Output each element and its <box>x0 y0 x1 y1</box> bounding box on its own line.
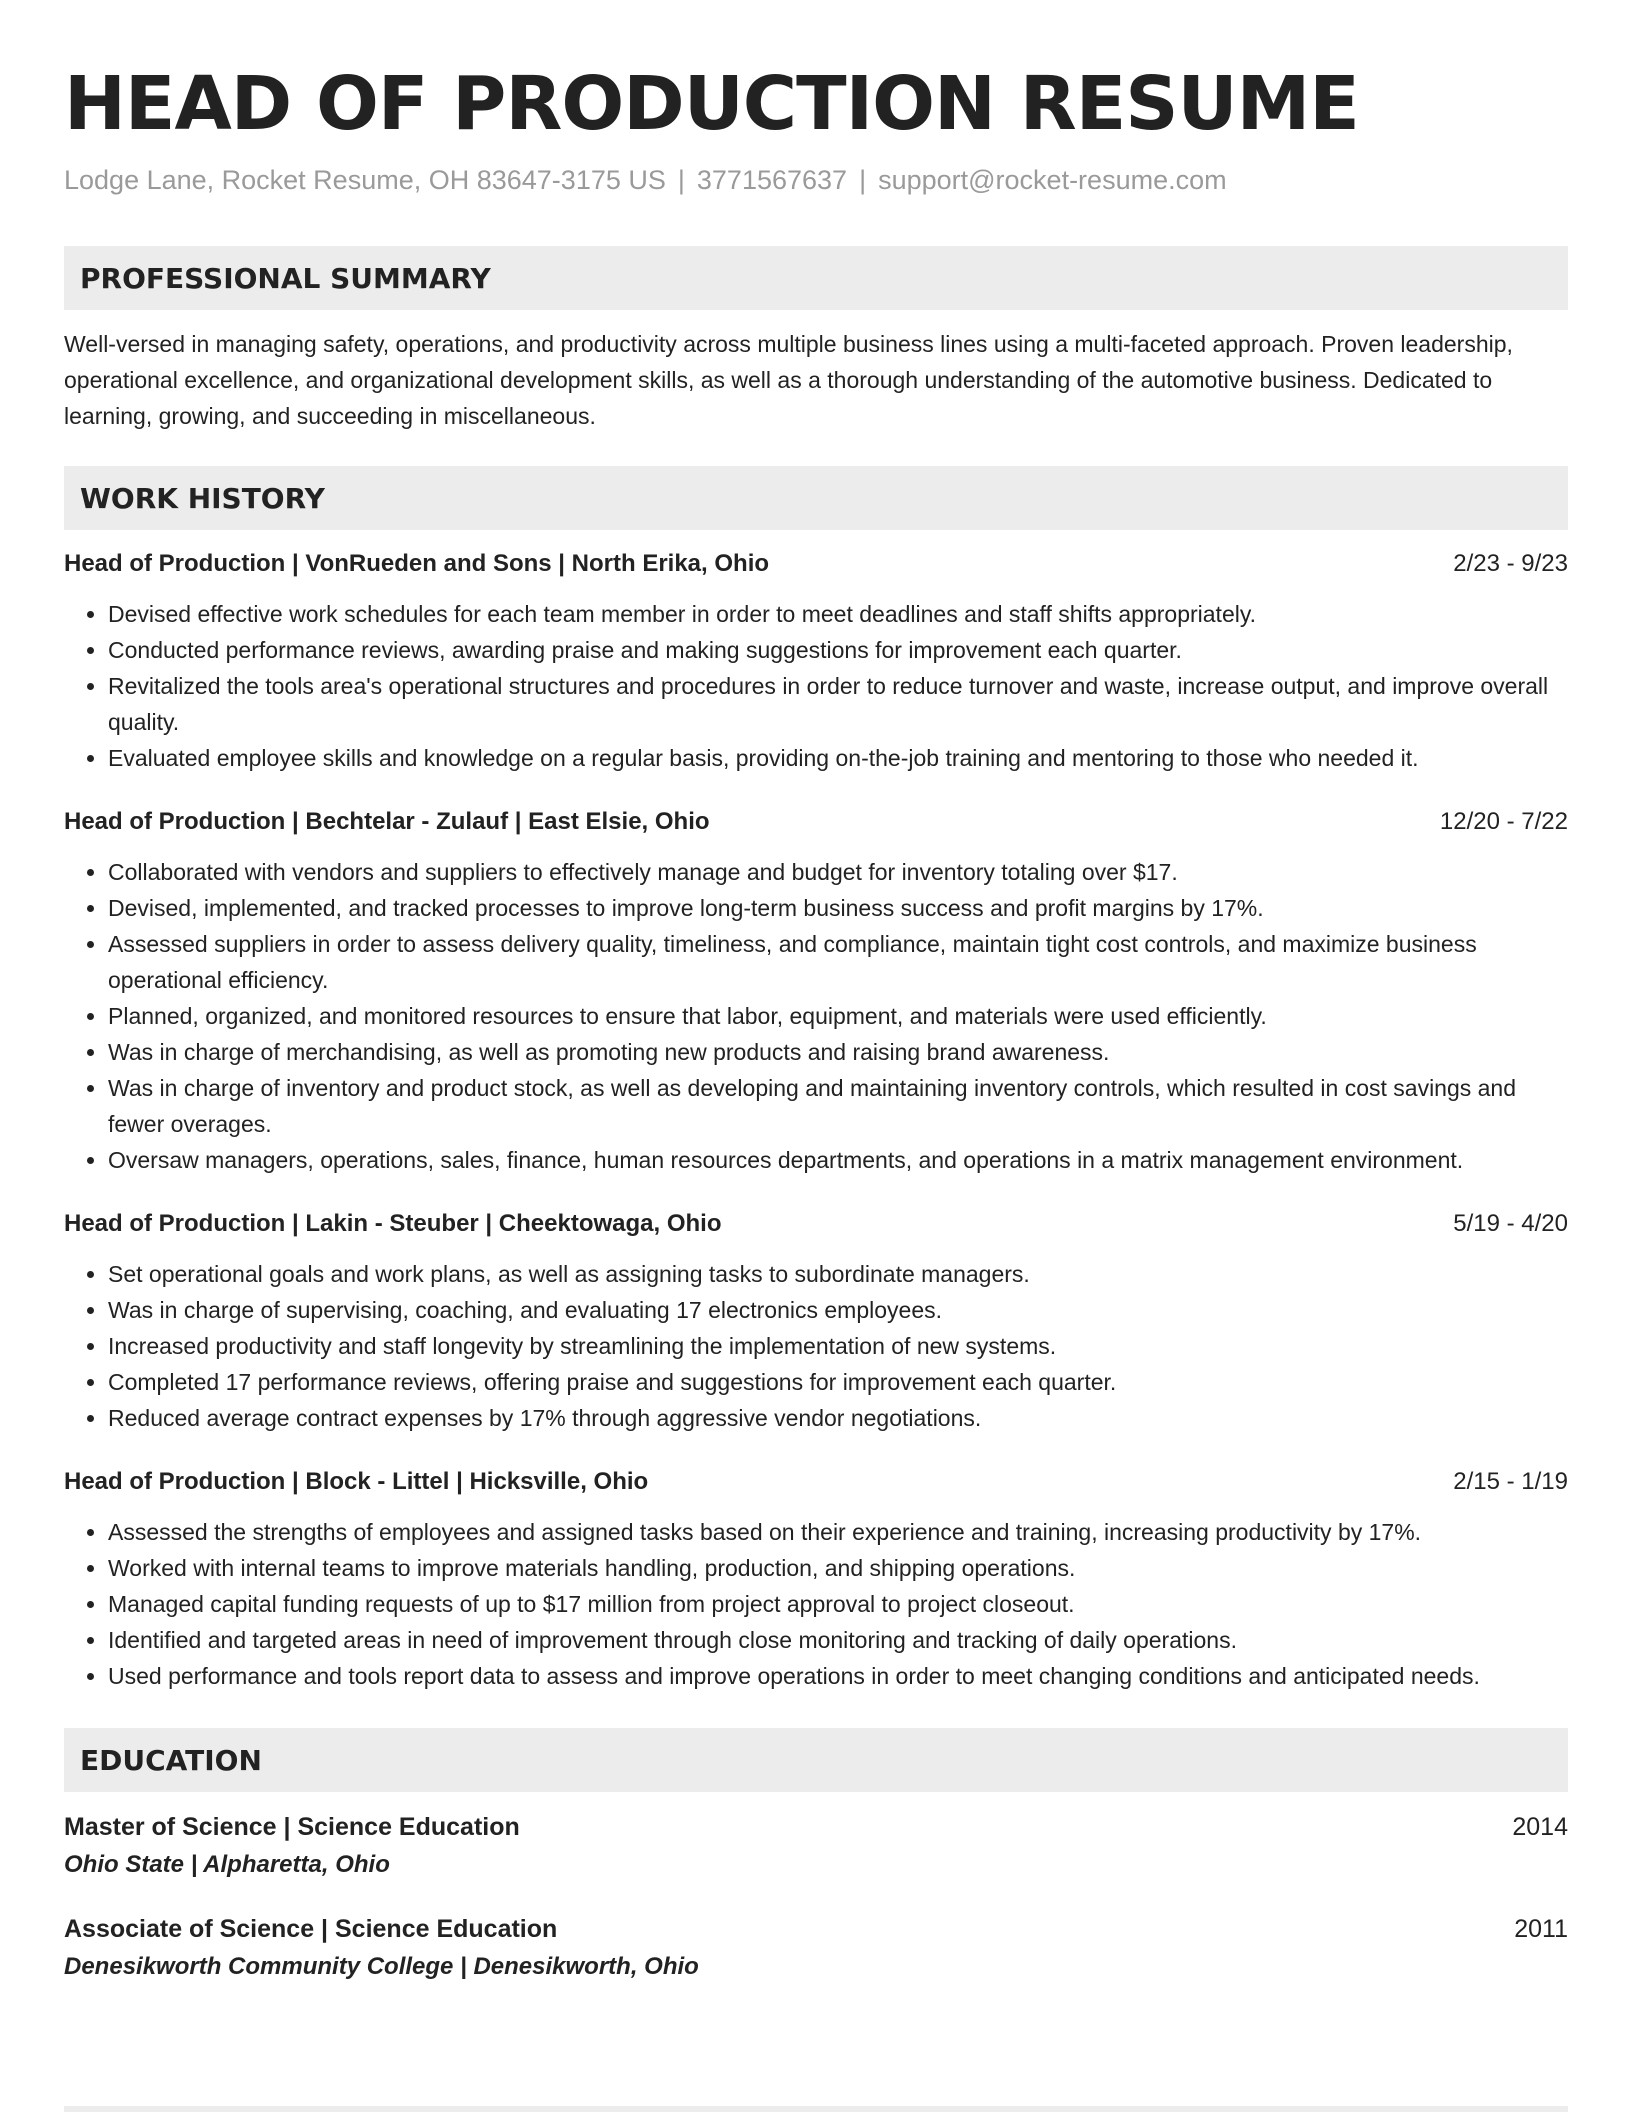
education-header <box>64 1808 1568 1846</box>
job-bullet: • Conducted performance reviews, awarding praise and making suggestions for improvement each quarter. <box>108 632 1568 668</box>
job-bullet: • Assessed suppliers in order to assess delivery quality, timeliness, and compliance, maintain tight cost controls, and maximize business operational efficiency. <box>108 926 1568 998</box>
education-year: 2011 <box>1514 1915 1568 1943</box>
job-title: Head of Production | VonRueden and Sons | North Erika, Ohio <box>64 550 770 577</box>
job-bullet: • Assessed the strengths of employees and assigned tasks based on their experience and training, increasing productivity by 17%. <box>108 1514 1568 1550</box>
job-entry <box>64 1464 1568 1694</box>
job-bullets <box>64 1514 1568 1694</box>
section-header-summary: PROFESSIONAL SUMMARY <box>64 246 1568 310</box>
job-bullet: • Planned, organized, and monitored resources to ensure that labor, equipment, and materials were used efficiently. <box>108 998 1568 1034</box>
job-header <box>64 804 1568 840</box>
job-entry <box>64 804 1568 1178</box>
contact-address: Lodge Lane, Rocket Resume, OH 83647-3175 US <box>64 165 666 195</box>
job-bullet: • Was in charge of merchandising, as well as promoting new products and raising brand awareness. <box>108 1034 1568 1070</box>
education-school: Denesikworth Community College | Denesikworth, Ohio <box>64 1953 699 1980</box>
job-bullet: • Evaluated employee skills and knowledge on a regular basis, providing on-the-job training and mentoring to those who needed it. <box>108 740 1568 776</box>
job-entry <box>64 546 1568 776</box>
section-header-work-history: WORK HISTORY <box>64 466 1568 530</box>
bottom-divider <box>64 2106 1568 2112</box>
education-header <box>64 1910 1568 1948</box>
job-bullet: • Devised effective work schedules for each team member in order to meet deadlines and staff shifts appropriately. <box>108 596 1568 632</box>
education-entry <box>64 1910 1568 1986</box>
job-bullet: • Set operational goals and work plans, as well as assigning tasks to subordinate managers. <box>108 1256 1568 1292</box>
job-bullet: • Identified and targeted areas in need of improvement through close monitoring and tracking of daily operations. <box>108 1622 1568 1658</box>
job-bullet: • Was in charge of supervising, coaching, and evaluating 17 electronics employees. <box>108 1292 1568 1328</box>
job-header <box>64 546 1568 582</box>
contact-email: support@rocket-resume.com <box>878 165 1227 195</box>
job-bullet: • Oversaw managers, operations, sales, finance, human resources departments, and operations in a matrix management environment. <box>108 1142 1568 1178</box>
job-bullet: • Worked with internal teams to improve materials handling, production, and shipping operations. <box>108 1550 1568 1586</box>
job-bullet: • Increased productivity and staff longevity by streamlining the implementation of new systems. <box>108 1328 1568 1364</box>
job-dates: 2/15 - 1/19 <box>1453 1468 1568 1495</box>
job-bullet: • Revitalized the tools area's operational structures and procedures in order to reduce turnover and waste, increase output, and improve overall quality. <box>108 668 1568 740</box>
job-dates: 5/19 - 4/20 <box>1453 1210 1568 1237</box>
contact-phone: 3771567637 <box>696 165 848 195</box>
section-header-education: EDUCATION <box>64 1728 1568 1792</box>
education-degree: Master of Science | Science Education <box>64 1813 520 1841</box>
job-entry <box>64 1206 1568 1436</box>
job-bullets <box>64 596 1568 776</box>
job-bullet: • Collaborated with vendors and suppliers to effectively manage and budget for inventory totaling over $17. <box>108 854 1568 890</box>
job-title: Head of Production | Bechtelar - Zulauf | East Elsie, Ohio <box>64 808 710 835</box>
job-bullets <box>64 1256 1568 1436</box>
job-bullet: • Devised, implemented, and tracked processes to improve long-term business success and profit margins by 17%. <box>108 890 1568 926</box>
education-entry <box>64 1808 1568 1884</box>
education-degree: Associate of Science | Science Education <box>64 1915 558 1943</box>
job-bullets <box>64 854 1568 1178</box>
contact-separator: | <box>677 165 685 195</box>
summary-text: Well-versed in managing safety, operations, and productivity across multiple business lines using a multi-faceted approach. Proven leadership, operational excellence, and organizational development skills, as well as a thorough understanding of the automotive business. Dedicated to learning, growing, and succeeding in miscellaneous. <box>64 331 1513 429</box>
education-school: Ohio State | Alpharetta, Ohio <box>64 1851 390 1878</box>
job-bullet: • Completed 17 performance reviews, offering praise and suggestions for improvement each quarter. <box>108 1364 1568 1400</box>
job-bullet: • Managed capital funding requests of up to $17 million from project approval to project closeout. <box>108 1586 1568 1622</box>
resume-title: HEAD OF PRODUCTION RESUME <box>64 61 1359 147</box>
job-title: Head of Production | Lakin - Steuber | Cheektowaga, Ohio <box>64 1210 722 1237</box>
job-bullet: • Was in charge of inventory and product stock, as well as developing and maintaining inventory controls, which resulted in cost savings and fewer overages. <box>108 1070 1568 1142</box>
contact-line <box>64 162 1568 198</box>
job-bullet: • Used performance and tools report data to assess and improve operations in order to meet changing conditions and anticipated needs. <box>108 1658 1568 1694</box>
job-dates: 12/20 - 7/22 <box>1439 808 1568 835</box>
job-title: Head of Production | Block - Littel | Hicksville, Ohio <box>64 1468 649 1495</box>
education-year: 2014 <box>1512 1813 1568 1841</box>
job-bullet: • Reduced average contract expenses by 17% through aggressive vendor negotiations. <box>108 1400 1568 1436</box>
job-dates: 2/23 - 9/23 <box>1453 550 1568 577</box>
job-header <box>64 1464 1568 1500</box>
resume-page <box>64 56 1568 1986</box>
job-header <box>64 1206 1568 1242</box>
contact-separator: | <box>859 165 867 195</box>
